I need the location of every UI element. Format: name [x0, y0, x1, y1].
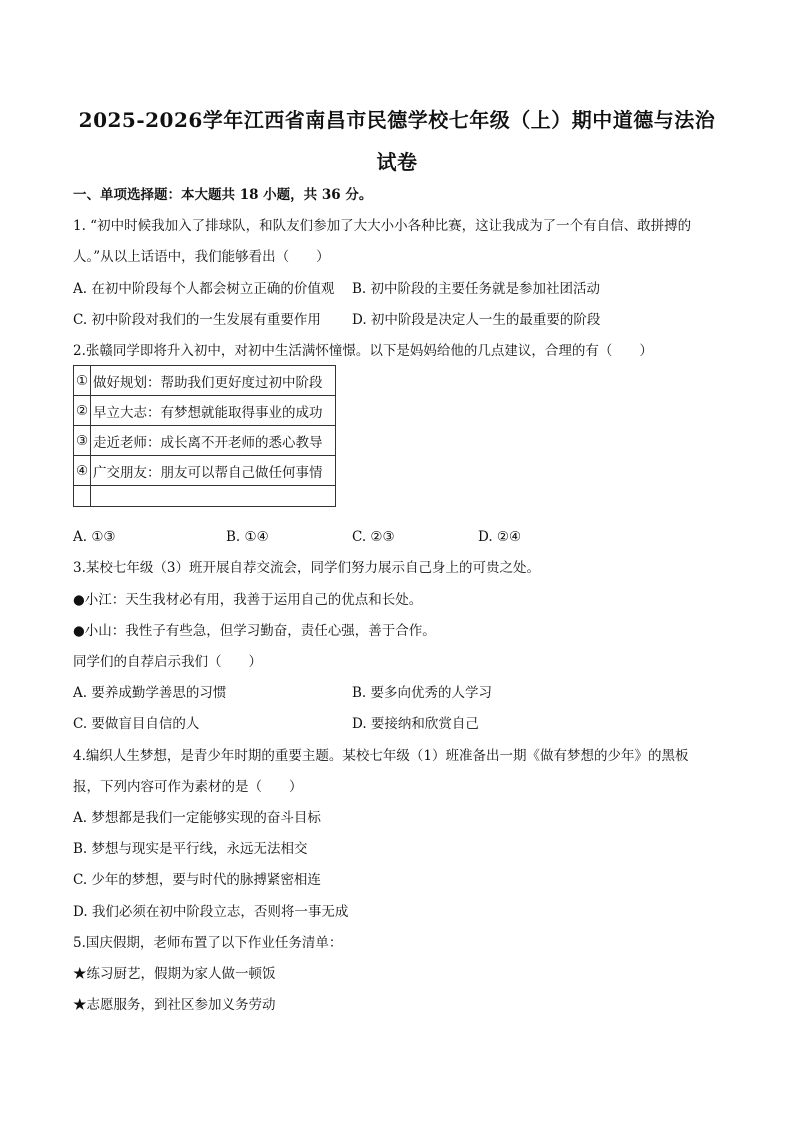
table-row	[74, 426, 336, 456]
q3-option-c: C. 要做盲目自信的人	[73, 716, 200, 732]
q4-stem-line1: 4.编织人生梦想，是青少年时期的重要主题。某校七年级（1）班准备出一期《做有梦想的少年》的黑板	[73, 748, 689, 764]
q5-task-1: ★练习厨艺，假期为家人做一顿饭	[73, 966, 276, 982]
q2-option-c: C. ②③	[352, 529, 395, 545]
q4-stem-line2: 报，下列内容可作为素材的是（ ）	[73, 779, 303, 795]
q3-stem: 3.某校七年级（3）班开展自荐交流会，同学们努力展示自己身上的可贵之处。	[73, 560, 540, 576]
q2-option-d: D. ②④	[478, 529, 522, 545]
row-text: 广交朋友：朋友可以帮自己做任何事情	[91, 456, 336, 486]
q4-option-a: A. 梦想都是我们一定能够实现的奋斗目标	[73, 810, 321, 826]
q3-bullet-2: ●小山：我性子有些急，但学习勤奋，责任心强，善于合作。	[73, 623, 436, 639]
q2-suggestion-table	[73, 365, 336, 507]
row-number: ④	[74, 456, 91, 486]
q2-option-b: B. ①④	[226, 529, 269, 545]
row-text: 早立大志：有梦想就能取得事业的成功	[91, 396, 336, 426]
q1-option-a: A. 在初中阶段每个人都会树立正确的价值观	[73, 281, 335, 297]
row-number: ①	[74, 366, 91, 396]
q1-option-b: B. 初中阶段的主要任务就是参加社团活动	[352, 281, 601, 297]
section-heading: 一、单项选择题：本大题共 18 小题，共 36 分。	[73, 187, 373, 203]
q4-option-c: C. 少年的梦想，要与时代的脉搏紧密相连	[73, 872, 321, 888]
q3-question: 同学们的自荐启示我们（ ）	[73, 654, 262, 670]
q4-option-b: B. 梦想与现实是平行线，永远无法相交	[73, 841, 308, 857]
table-row	[74, 366, 336, 396]
q2-option-a: A. ①③	[73, 529, 116, 545]
q3-option-b: B. 要多向优秀的人学习	[352, 685, 493, 701]
exam-title-line1: 2025-2026学年江西省南昌市民德学校七年级（上）期中道德与法治	[78, 108, 716, 132]
exam-title-line2: 试卷	[376, 150, 418, 174]
q3-option-d: D. 要接纳和欣赏自己	[352, 716, 479, 732]
table-row	[74, 396, 336, 426]
q4-option-d: D. 我们必须在初中阶段立志，否则将一事无成	[73, 904, 349, 920]
table-row	[74, 456, 336, 486]
q3-bullet-1: ●小江：天生我材必有用，我善于运用自己的优点和长处。	[73, 592, 423, 608]
row-text: 走近老师：成长离不开老师的悉心教导	[91, 426, 336, 456]
row-text: 做好规划：帮助我们更好度过初中阶段	[91, 366, 336, 396]
q1-option-d: D. 初中阶段是决定人一生的最重要的阶段	[352, 312, 601, 328]
table-row-empty	[74, 486, 336, 507]
row-number: ③	[74, 426, 91, 456]
q1-option-c: C. 初中阶段对我们的一生发展有重要作用	[73, 312, 321, 328]
q1-stem-line1: 1. “初中时候我加入了排球队，和队友们参加了大大小小各种比赛，这让我成为了一个有自信、敢拼搏的	[73, 218, 692, 234]
q1-stem-line2: 人。”从以上话语中，我们能够看出（ ）	[73, 249, 330, 265]
q2-stem: 2.张赣同学即将升入初中，对初中生活满怀憧憬。以下是妈妈给他的几点建议，合理的有（ ）	[73, 343, 653, 359]
row-number: ②	[74, 396, 91, 426]
q5-task-2: ★志愿服务，到社区参加义务劳动	[73, 997, 276, 1013]
q3-option-a: A. 要养成勤学善思的习惯	[73, 685, 227, 701]
q5-stem: 5.国庆假期，老师布置了以下作业任务清单：	[73, 935, 343, 951]
